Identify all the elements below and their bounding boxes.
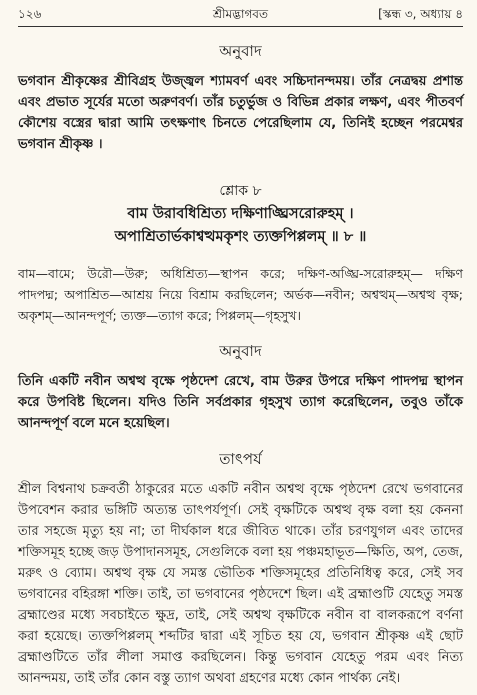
verse-label: শ্লোক ৮: [219, 183, 262, 199]
page-number: ১২৬: [18, 7, 42, 21]
synonyms-text: বাম—বামে; উরৌ—উরু; অধিশ্রিত্য—স্থাপন করে; দক্ষিণ-অঙ্ঘ্রি-সরোরুহম্— দক্ষিণ পাদপদ্ম; অপাশ্রিত—আশ্রয় নিয়ে বিশ্রাম করছিলেন; অর্ভক—নবীন; অশ্বত্থম্—অশ্বত্থ বৃক্ষ; অকৃশম্—আনন্দপূর্ণ; ত্যক্ত—ত্যাগ করে; পিপ্পলম্—গৃহসুখ।: [18, 266, 463, 323]
section-reference: [স্কন্ধ ৩, অধ্যায় ৪: [378, 7, 463, 21]
translation-heading-2: অনুবাদ: [219, 342, 262, 360]
translation-text: ভগবান শ্রীকৃষ্ণের শ্রীবিগ্রহ উজ্জ্বল শ্যামবর্ণ এবং সচ্চিদানন্দময়। তাঁর নেত্রদ্বয় প্রশান্ত এবং প্রভাত সূর্যের মতো অরুণবর্ণ। তাঁর চতুর্ভুজ ও বিভিন্ন প্রকার লক্ষণ, এবং পীতবর্ণ কৌশেয় বস্ত্রের দ্বারা আমি তৎক্ষণাৎ চিনতে পেরেছিলাম যে, তিনিই হচ্ছেন পরমেশ্বর ভগবান শ্রীকৃষ্ণ ।: [18, 74, 463, 152]
verse-line-2: অপাশ্রিতার্ভকাশ্বত্থমকৃশং ত্যক্তপিপ্পলম্ ॥ ৮ ॥: [114, 229, 367, 245]
purport-heading: তাৎপর্য: [219, 450, 262, 468]
purport-text: শ্রীল বিশ্বনাথ চক্রবর্তী ঠাকুরের মতে একটি নবীন অশ্বত্থ বৃক্ষে পৃষ্ঠদেশ রেখে ভগবানের উপবেশন করার ভঙ্গিটি অত্যন্ত তাৎপর্যপূর্ণ। সেই বৃক্ষটিকে অশ্বত্থ বৃক্ষ বলা হয় কেননা তার সহজে মৃত্যু হয় না; তা দীর্ঘকাল ধরে জীবিত থাকে। তাঁর চরণযুগল এবং তাদের শক্তিসমূহ হচ্ছে জড় উপাদানসমূহ, সেগুলিকে বলা হয় পঞ্চমহাভূত—ক্ষিতি, অপ, তেজ, মরুৎ ও ব্যোম। অশ্বত্থ বৃক্ষ যে সমস্ত ভৌতিক শক্তিসমূহের প্রতিনিধিত্ব করে, সেই সব ভগবানের বহিরঙ্গা শক্তি। তাই, তা ভগবানের পৃষ্ঠদেশে ছিল। এই ব্রহ্মাণ্ডটি যেহেতু সমস্ত ব্রহ্মাণ্ডের মধ্যে সবচাইতে ক্ষুদ্র, তাই, সেই অশ্বত্থ বৃক্ষটিকে নবীন বা বালকরূপে বর্ণনা করা হয়েছে। ত্যক্তপিপ্পলম্ শব্দটির দ্বারা এই সূচিত হয় যে, ভগবান শ্রীকৃষ্ণ এই ছোট ব্রহ্মাণ্ডটিতে তাঁর লীলা সমাপ্ত করছিলেন। কিন্তু ভগবান যেহেতু পরম এবং নিত্য আনন্দময়, তাই তাঁর কোন বস্তু ত্যাগ অথবা গ্রহণের মধ্যে কোন পার্থক্য নেই।: [18, 482, 463, 686]
book-title: শ্রীমদ্ভাগবত: [212, 7, 268, 21]
translation-heading: অনুবাদ: [219, 42, 262, 60]
page-content: [18, 40, 463, 689]
page-header: [18, 4, 463, 26]
verse-line-1: বাম উরাবধিশ্রিত্য দক্ষিণাঙ্ঘ্রিসরোরুহম্ ।: [127, 206, 354, 222]
translation-text-2: তিনি একটি নবীন অশ্বত্থ বৃক্ষে পৃষ্ঠদেশ রেখে, বাম উরুর উপরে দক্ষিণ পাদপদ্ম স্থাপন করে উপবিষ্ট ছিলেন। যদিও তিনি সর্বপ্রকার গৃহসুখ ত্যাগ করেছিলেন, তবুও তাঁকে আনন্দপূর্ণ বলে মনে হয়েছিল।: [18, 374, 463, 431]
header-rule: [18, 26, 463, 27]
